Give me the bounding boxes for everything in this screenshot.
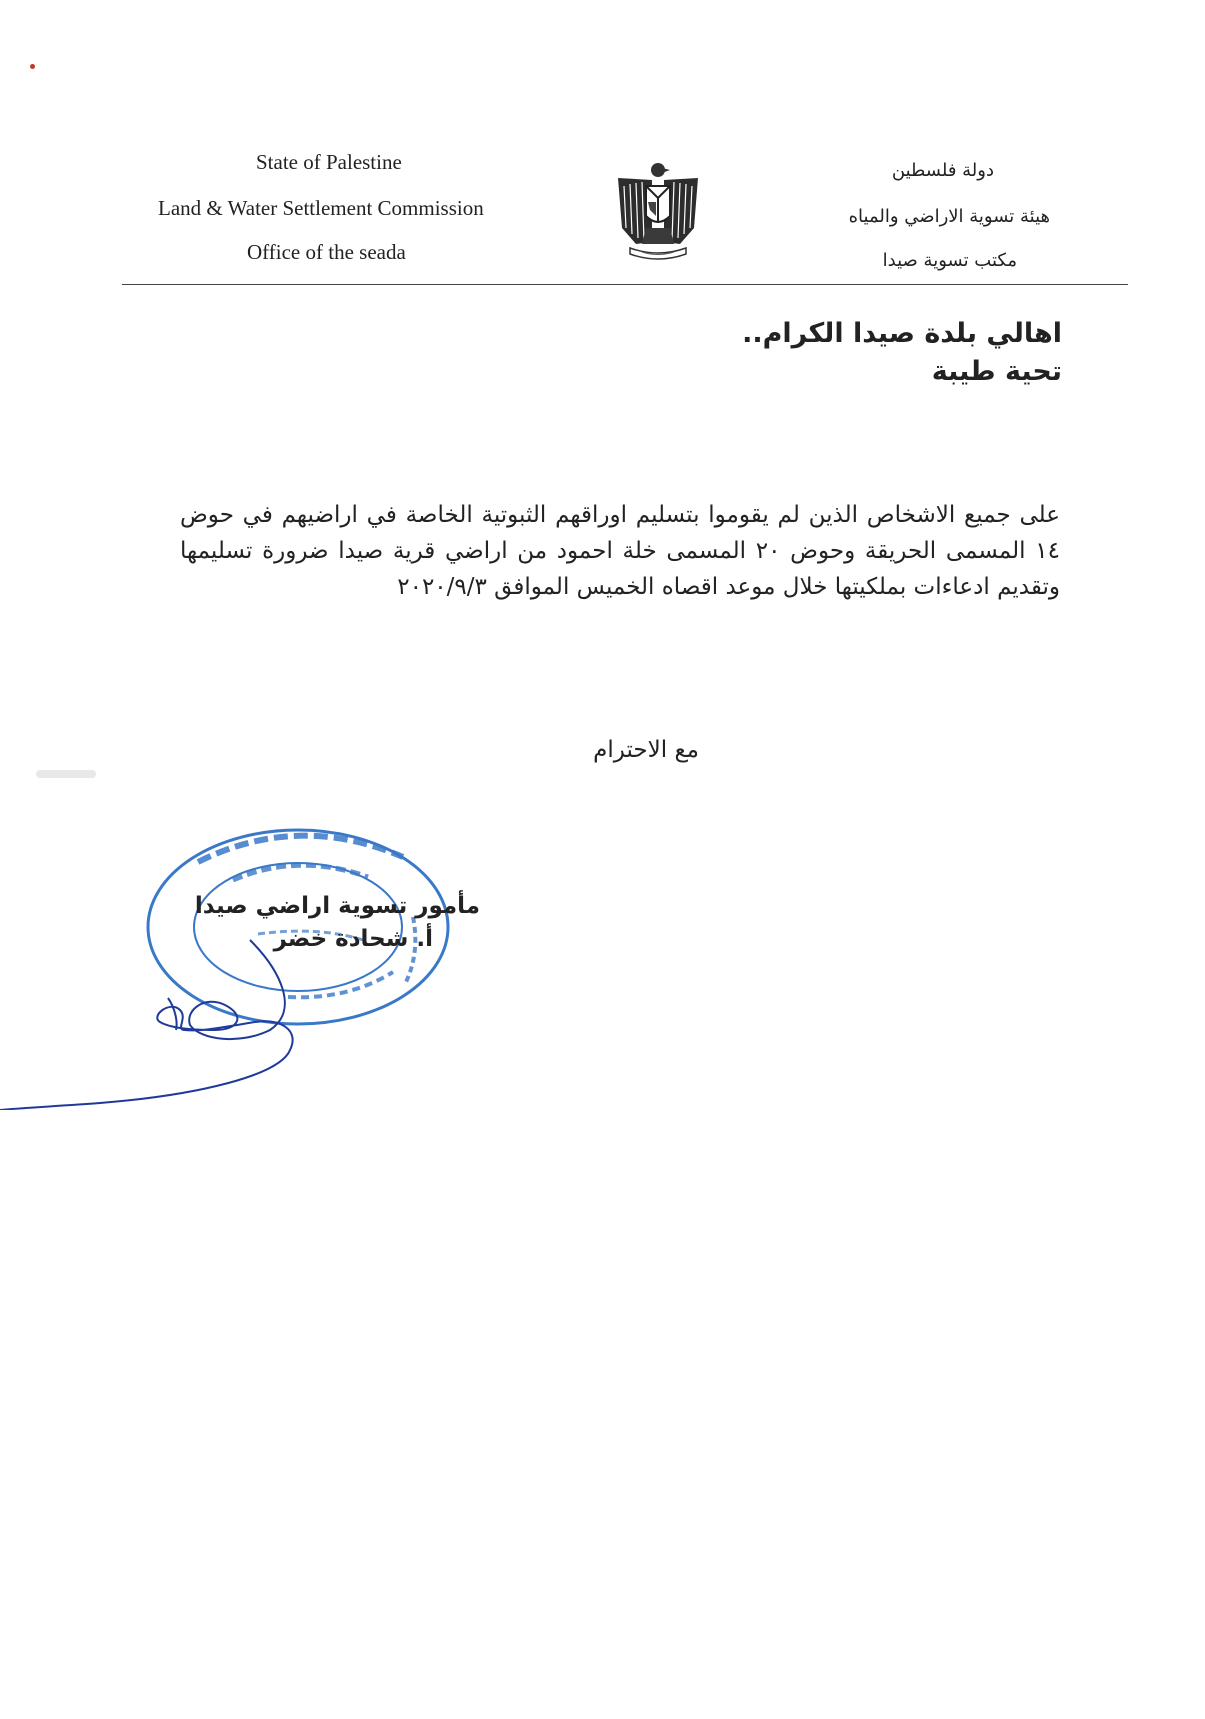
letter-closing: مع الاحترام [593,737,699,763]
header-divider [122,284,1128,285]
handwritten-signature [0,930,320,1110]
signatory-title: مأمور تسوية اراضي صيدا [194,893,480,919]
header-commission-en: Land & Water Settlement Commission [158,196,484,220]
header-country-en: State of Palestine [256,150,402,174]
letter-greeting: اهالي بلدة صيدا الكرام.. [742,318,1062,349]
header-office-ar: مكتب تسوية صيدا [882,250,1017,271]
signatory-name: أ. شحادة خضر [273,926,433,952]
header-country-ar: دولة فلسطين [891,160,994,181]
scan-smudge [36,770,96,778]
header-commission-ar: هيئة تسوية الاراضي والمياه [848,206,1050,227]
ink-dot [30,64,35,69]
letter-body: على جميع الاشخاص الذين لم يقوموا بتسليم اوراقهم الثبوتية الخاصة في اراضيهم في حوض ١٤ المسمى الحريقة وحوض ٢٠ المسمى خلة احمود من اراضي قرية صيدا ضرورة تسليمها وتقديم ادعاءات بملكيتها خلال موعد اقصاه الخميس الموافق ٢٠٢٠/٩/٣ [180,502,1060,600]
palestine-eagle-emblem-icon [612,158,704,262]
header-office-en: Office of the seada [247,240,406,264]
letter-salutation: تحية طيبة [931,356,1062,387]
